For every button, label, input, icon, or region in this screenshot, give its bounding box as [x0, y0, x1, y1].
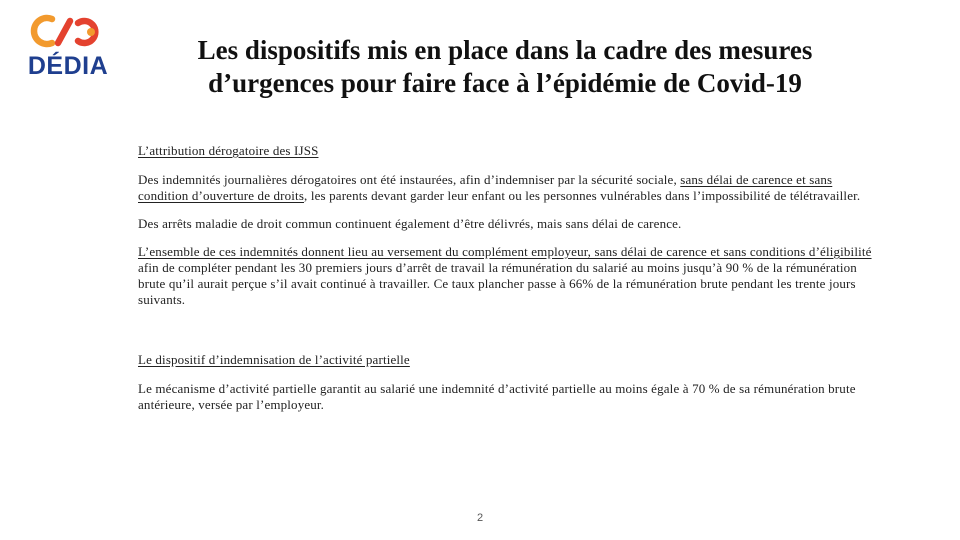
slide-title-line-2: d’urgences pour faire face à l’épidémie de Covid-19: [208, 68, 802, 98]
paragraph-ijss-3: [138, 244, 876, 308]
section-heading-activite-partielle-text: Le dispositif d’indemnisation de l’activité partielle: [138, 352, 410, 367]
section-spacer: [138, 320, 876, 352]
logo-wordmark: DÉDIA: [27, 52, 109, 80]
dedia-logo: [22, 12, 114, 80]
section-heading-ijss-text: L’attribution dérogatoire des IJSS: [138, 143, 319, 158]
paragraph-ijss-2: Des arrêts maladie de droit commun continuent également d’être délivrés, mais sans délai de carence.: [138, 216, 682, 231]
section-heading-ijss: [138, 143, 876, 159]
paragraph-ijss-1: [138, 172, 876, 204]
paragraph-ijss-1-post: , les parents devant garder leur enfant ou les personnes vulnérables dans l’impossibilité de télétravailler.: [304, 188, 861, 203]
slide-content: [138, 143, 876, 425]
paragraph-ijss-1-underlined: sans délai de carence et sans condition d’ouverture de droits: [138, 172, 833, 203]
page-number: 2: [476, 512, 484, 524]
paragraph-ijss-1-pre: Des indemnités journalières dérogatoires ont été instaurées, afin d’indemniser par la sécurité sociale,: [138, 172, 681, 187]
dedia-logo-mark-icon: [22, 12, 114, 52]
paragraph-activite-partielle: Le mécanisme d’activité partielle garantit au salarié une indemnité d’activité partielle au moins égale à 70 % de sa rémunération brute antérieure, versée par l’employeur.: [138, 381, 856, 412]
paragraph-ijss-3-post: afin de compléter pendant les 30 premiers jours d’arrêt de travail la rémunération du salarié au moins jusqu’à 90 % de la rémunération brute qu’il aurait perçue s’il avait continué à travailler. Ce taux plancher passe à 66% de la rémunération brute pendant les trente jours suivants.: [138, 260, 857, 307]
section-heading-activite-partielle: [138, 352, 876, 368]
paragraph-ijss-3-underlined: L’ensemble de ces indemnités donnent lieu au versement du complément employeur, sans délai de carence et sans conditions d’éligibilité: [138, 244, 872, 259]
slide-title: [120, 34, 890, 100]
slide-title-line-1: Les dispositifs mis en place dans la cadre des mesures: [197, 35, 813, 65]
